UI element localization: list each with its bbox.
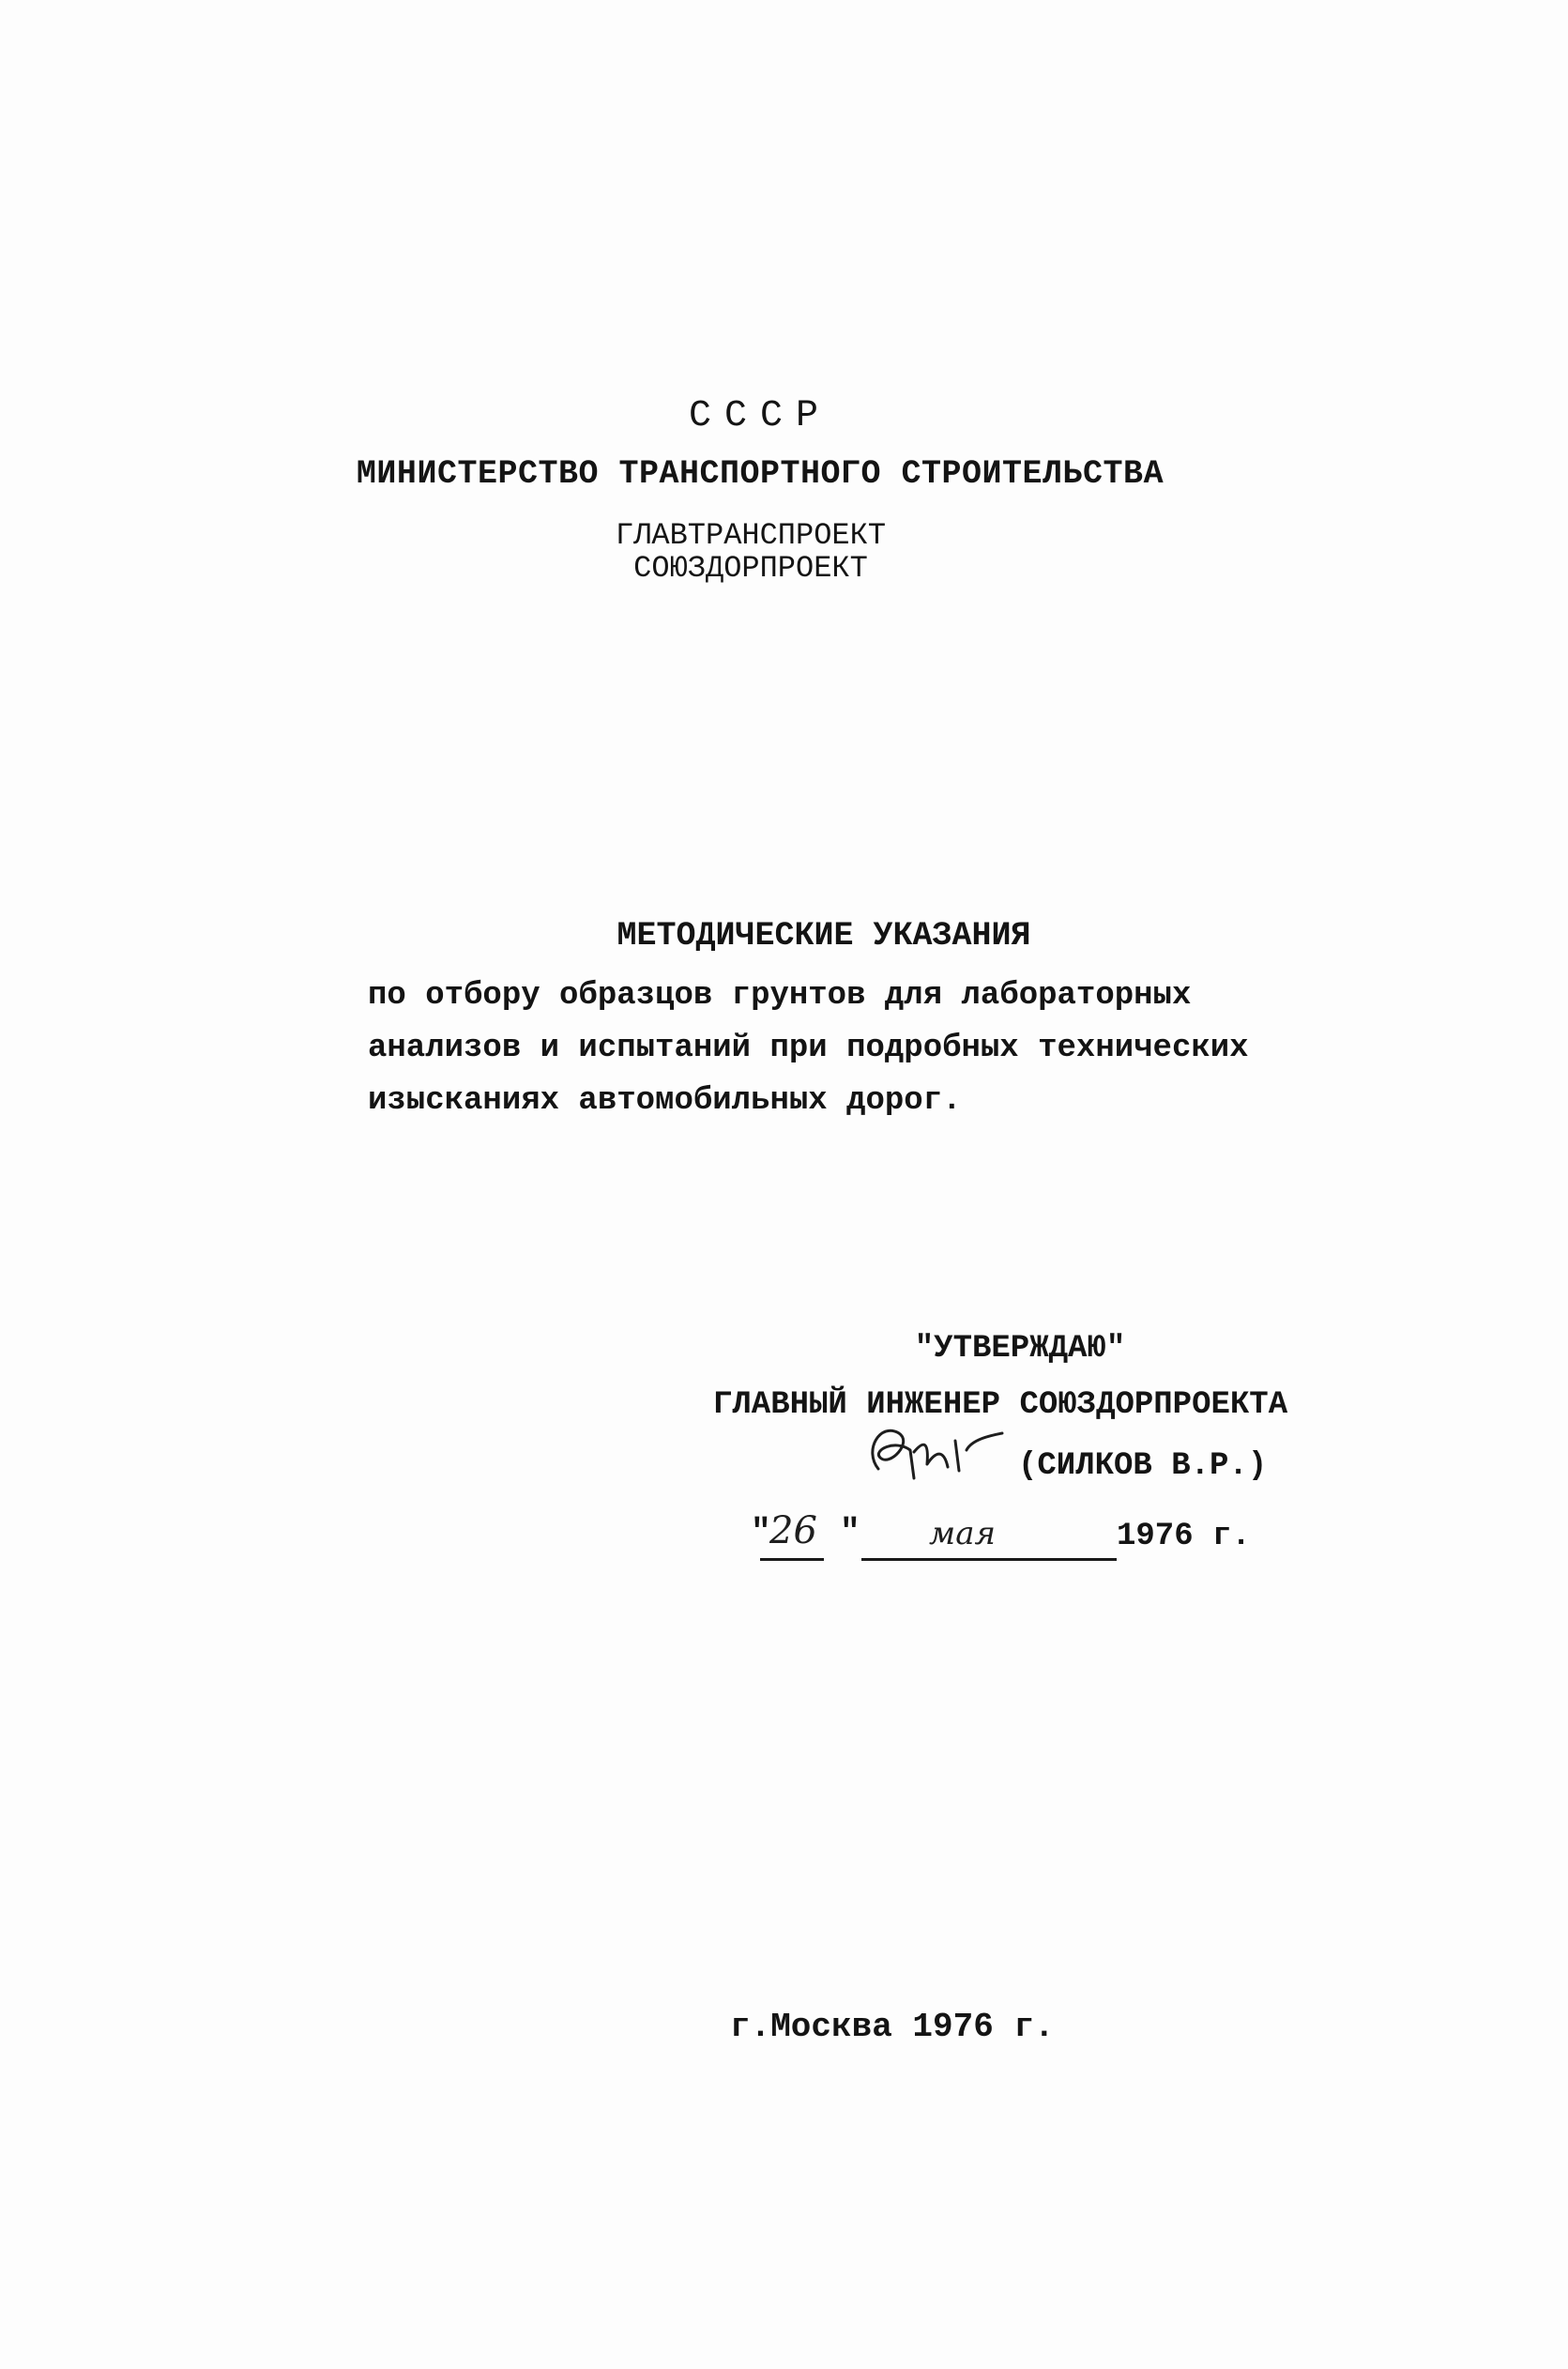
organization-line-2: СОЮЗДОРПРОЕКТ [633, 551, 868, 586]
handwritten-signature [861, 1413, 1012, 1497]
approver-name: (СИЛКОВ В.Р.) [1018, 1448, 1268, 1484]
approval-label: "УТВЕРЖДАЮ" [914, 1331, 1126, 1367]
approval-date-year: 1976 г. [1117, 1519, 1251, 1554]
approval-date-month: мая [929, 1515, 996, 1552]
date-open-quote: " [751, 1513, 771, 1551]
date-close-quote: " [840, 1513, 860, 1551]
title-description-line-2: анализов и испытаний при подробных технических [368, 1031, 1249, 1066]
organization-line-1: ГЛАВТРАНСПРОЕКТ [615, 518, 887, 553]
approval-date-day: 26 [769, 1509, 817, 1552]
country-heading: СССР [688, 395, 832, 437]
date-month-underline [861, 1558, 1117, 1561]
document-title: МЕТОДИЧЕСКИЕ УКАЗАНИЯ [617, 917, 1031, 955]
title-description-line-3: изысканиях автомобильных дорог. [368, 1083, 962, 1119]
ministry-name: МИНИСТЕРСТВО ТРАНСПОРТНОГО СТРОИТЕЛЬСТВА [356, 455, 1165, 493]
approver-position: ГЛАВНЫЙ ИНЖЕНЕР СОЮЗДОРПРОЕКТА [713, 1387, 1288, 1423]
place-and-year: г.Москва 1976 г. [730, 2008, 1055, 2046]
date-day-underline [760, 1558, 824, 1561]
title-description-line-1: по отбору образцов грунтов для лабораторных [368, 978, 1192, 1014]
